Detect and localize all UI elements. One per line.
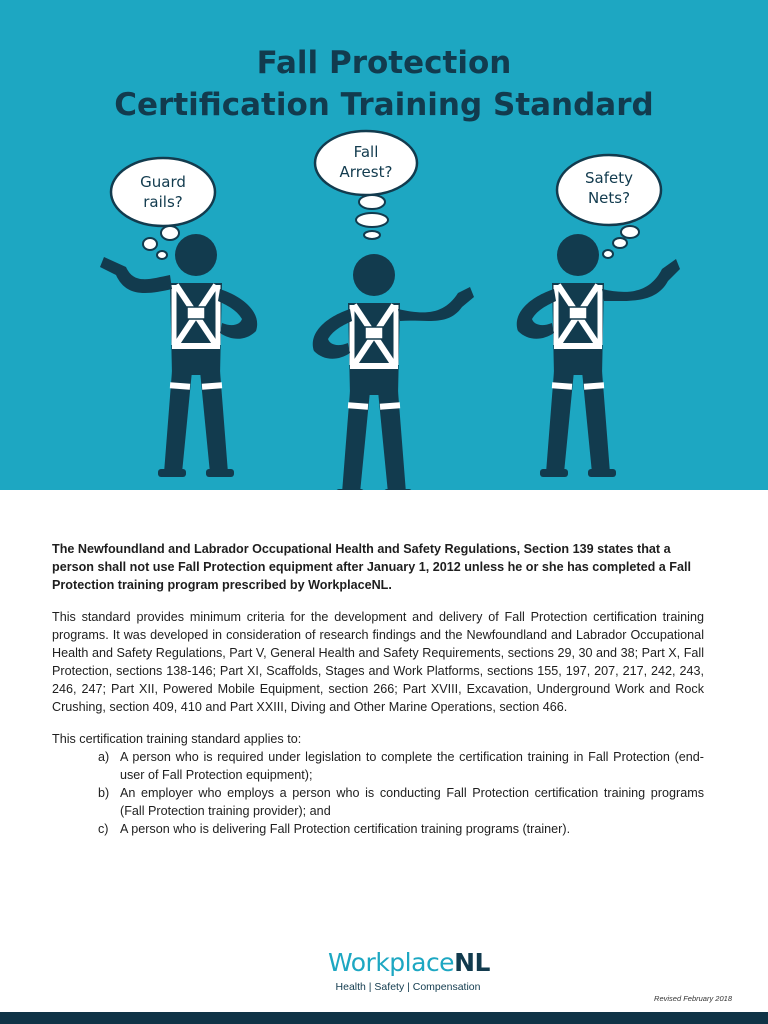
worker-left [100,234,257,477]
list-item-text: A person who is required under legislation to complete the certification training in Fall Protection (end-user of Fall Protection equipment); [120,750,704,782]
bottom-bar [0,1012,768,1024]
bubble-left-line-2: rails? [143,193,183,211]
logo-nl: NL [454,948,490,977]
page-title [0,42,768,126]
workplacenl-logo [328,948,488,994]
lead-paragraph: The Newfoundland and Labrador Occupational Health and Safety Regulations, Section 139 states that a person shall not use Fall Protection equipment after January 1, 2012 unless he or she has completed a Fall Protection training program prescribed by WorkplaceNL. [52,542,691,592]
bubble-middle-line-2: Arrest? [339,163,393,181]
bubble-text-right [559,168,659,208]
title-line-1: Fall Protection [256,45,512,81]
logo-wordmark [328,948,488,978]
revised-date: Revised February 2018 [654,994,732,1003]
list-item-text: A person who is delivering Fall Protection certification training programs (trainer). [120,822,571,836]
list-item [98,820,704,838]
applies-intro: This certification training standard applies to: [52,732,302,746]
list-item-text: An employer who employs a person who is conducting Fall Protection certification training programs (Fall Protection training provider); and [120,786,704,818]
logo-tagline: Health | Safety | Compensation [335,981,481,993]
worker-right [517,234,680,477]
bubble-right-line-1: Safety [585,169,633,187]
bubble-text-middle [316,142,416,182]
list-marker: c) [98,822,109,836]
title-line-2: Certification Training Standard [114,87,654,123]
bubble-right-line-2: Nets? [587,189,631,207]
list-marker: b) [98,786,110,800]
standard-description: This standard provides minimum criteria for the development and delivery of Fall Protection certification training programs. It was developed in consideration of research findings and the Newfoundland and Labrador Occupational Health and Safety Regulations, Part V, General Health and Safety Requirements, sections 29, 30 and 38; Part X, Fall Protection, sections 138-146; Part XI, Scaffolds, Stages and Work Platforms, sections 155, 197, 207, 217, 242, 243, 246, 247; Part XII, Powered Mobile Equipment, section 266; Part XVIII, Excavation, Underground Work and Rock Crushing, section 409, 410 and Part XXIII, Diving and Other Marine Operations, section 466. [52,610,704,714]
list-item [98,784,704,820]
document-body [52,540,704,838]
list-item [98,748,704,784]
bubble-text-left [113,172,213,212]
logo-workplace: Workplace [328,948,455,977]
list-marker: a) [98,750,110,764]
bubble-middle-line-1: Fall [353,143,379,161]
applies-list [52,748,704,838]
worker-middle [313,254,474,490]
bubble-left-line-1: Guard [140,173,186,191]
